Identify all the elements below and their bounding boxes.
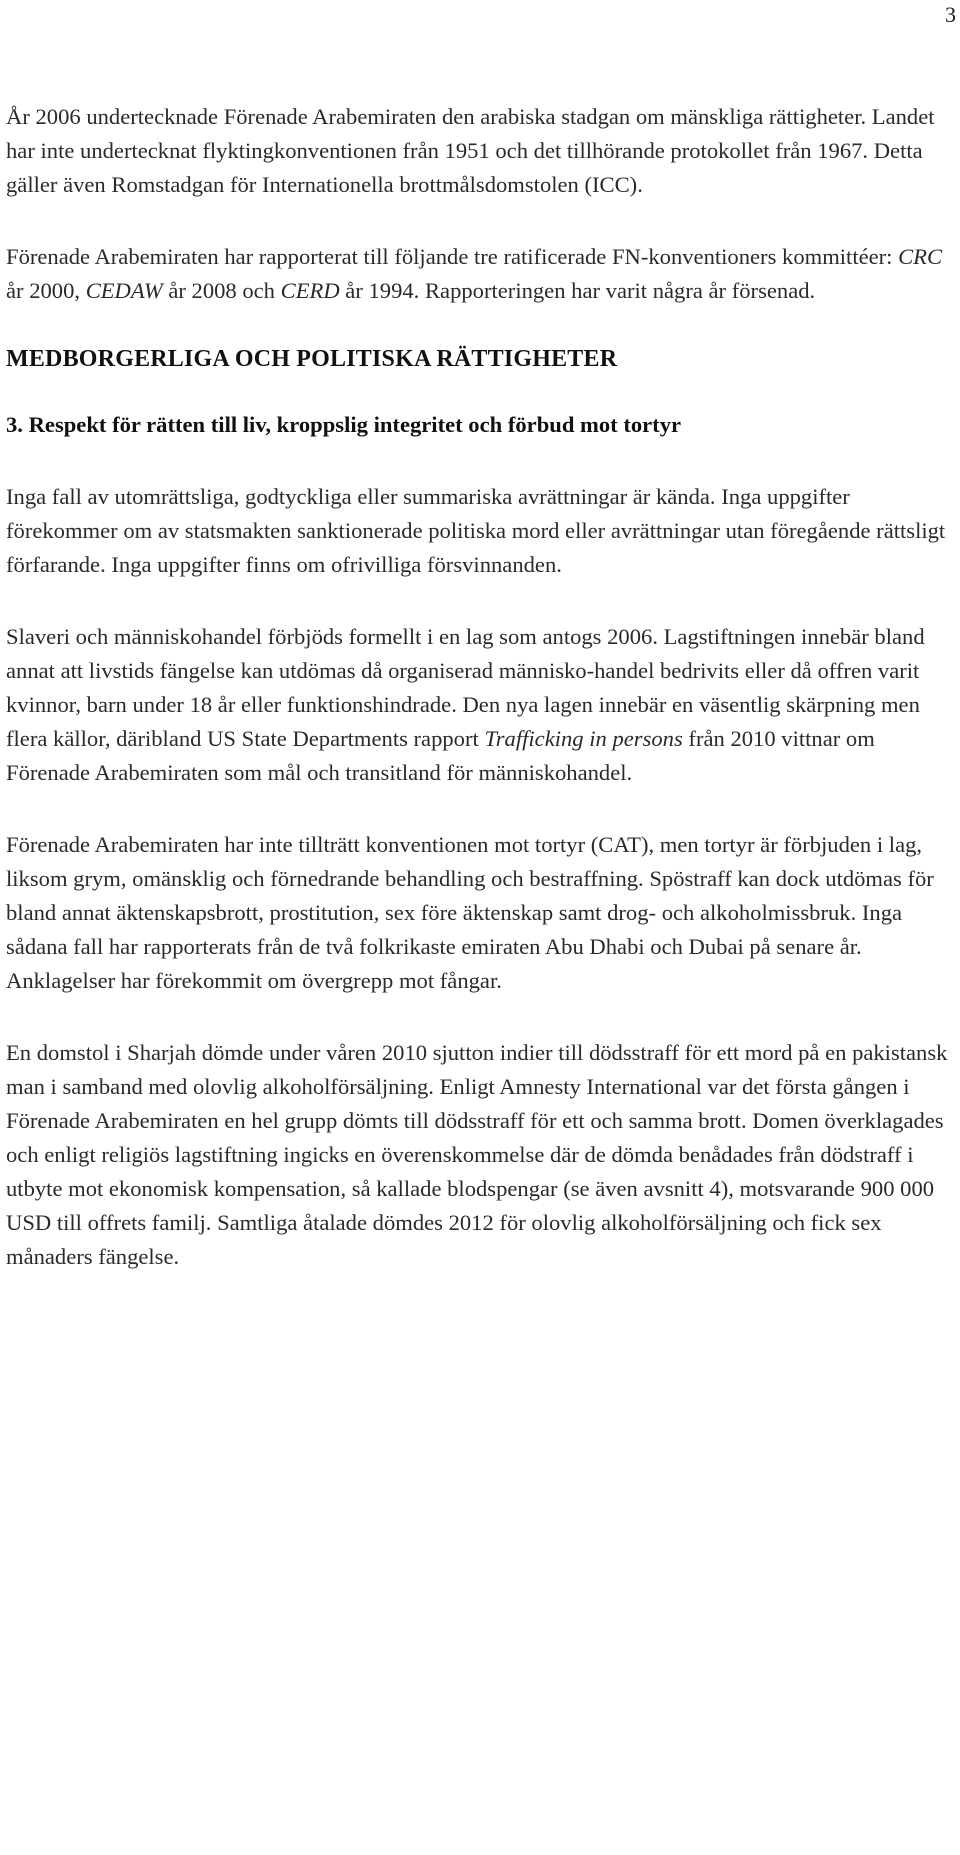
abbreviation-cedaw: CEDAW xyxy=(85,278,163,303)
paragraph-text: år 1994. Rapporteringen har varit några år försenad. xyxy=(339,278,816,303)
report-title: Trafficking in persons xyxy=(484,726,683,751)
section-heading: MEDBORGERLIGA OCH POLITISKA RÄTTIGHETER xyxy=(6,346,618,372)
paragraph-text: Slaveri och människohandel förbjöds formellt i en lag som antogs 2006. Lagstiftningen innebär bland annat att livstids fängelse kan utdömas då organiserad människo-handel bedrivits eller då offren varit kvinnor, barn under 18 år eller funktionshindrade. Den nya lagen innebär en väsentlig skärpning men flera källor, däribland US State Departments rapport xyxy=(6,624,925,751)
paragraph-text: från 2010 vittnar om Förenade Arabemiraten som mål och transitland för människohandel. xyxy=(6,726,875,785)
abbreviation-crc: CRC xyxy=(898,244,943,269)
paragraph-sharjah-case: En domstol i Sharjah dömde under våren 2010 sjutton indier till dödsstraff för ett mord på en pakistansk man i samband med olovlig alkoholförsäljning. Enligt Amnesty International var det första gången i Förenade Arabemiraten en hel grupp dömts till dödsstraff för ett och samma brott. Domen överklagades och enligt religiös lagstiftning ingicks en överenskommelse där de dömda benådades från dödstraff i utbyte mot ekonomisk kompensation, så kallade blodspengar (se även avsnitt 4), motsvarande 900 000 USD till offrets familj. Samtliga åtalade dömdes 2012 för olovlig alkoholförsäljning och fick sex månaders fängelse. xyxy=(6,1040,948,1269)
document-body xyxy=(6,100,956,1274)
paragraph-text: år 2008 och xyxy=(162,278,281,303)
page-number: 3 xyxy=(945,2,956,27)
subsection-heading: 3. Respekt för rätten till liv, kroppslig integritet och förbud mot tortyr xyxy=(6,412,682,437)
abbreviation-cerd: CERD xyxy=(280,278,340,303)
paragraph-torture: Förenade Arabemiraten har inte tillträtt konventionen mot tortyr (CAT), men tortyr är förbjuden i lag, liksom grym, omänsklig och förnedrande behandling och bestraffning. Spöstraff kan dock utdömas för bland annat äktenskapsbrott, prostitution, sex före äktenskap samt drog- och alkoholmissbruk. Inga sådana fall har rapporterats från de två folkrikaste emiraten Abu Dhabi och Dubai på senare år. Anklagelser har förekommit om övergrepp mot fångar. xyxy=(6,832,934,993)
paragraph-trafficking xyxy=(6,620,956,790)
paragraph-un-reporting xyxy=(6,240,956,308)
paragraph-text: Förenade Arabemiraten har rapporterat till följande tre ratificerade FN-konventioners kommittéer: xyxy=(6,244,899,269)
paragraph-text: år 2000, xyxy=(6,278,86,303)
paragraph-treaties: År 2006 undertecknade Förenade Arabemiraten den arabiska stadgan om mänskliga rättigheter. Landet har inte undertecknat flyktingkonventionen från 1951 och det tillhörande protokollet från 1967. Detta gäller även Romstadgan för Internationella brottmålsdomstolen (ICC). xyxy=(6,104,935,197)
paragraph-executions: Inga fall av utomrättsliga, godtyckliga eller summariska avrättningar är kända. Inga uppgifter förekommer om av statsmakten sanktionerade politiska mord eller avrättningar utan föregående rättsligt förfarande. Inga uppgifter finns om ofrivilliga försvinnanden. xyxy=(6,484,946,577)
